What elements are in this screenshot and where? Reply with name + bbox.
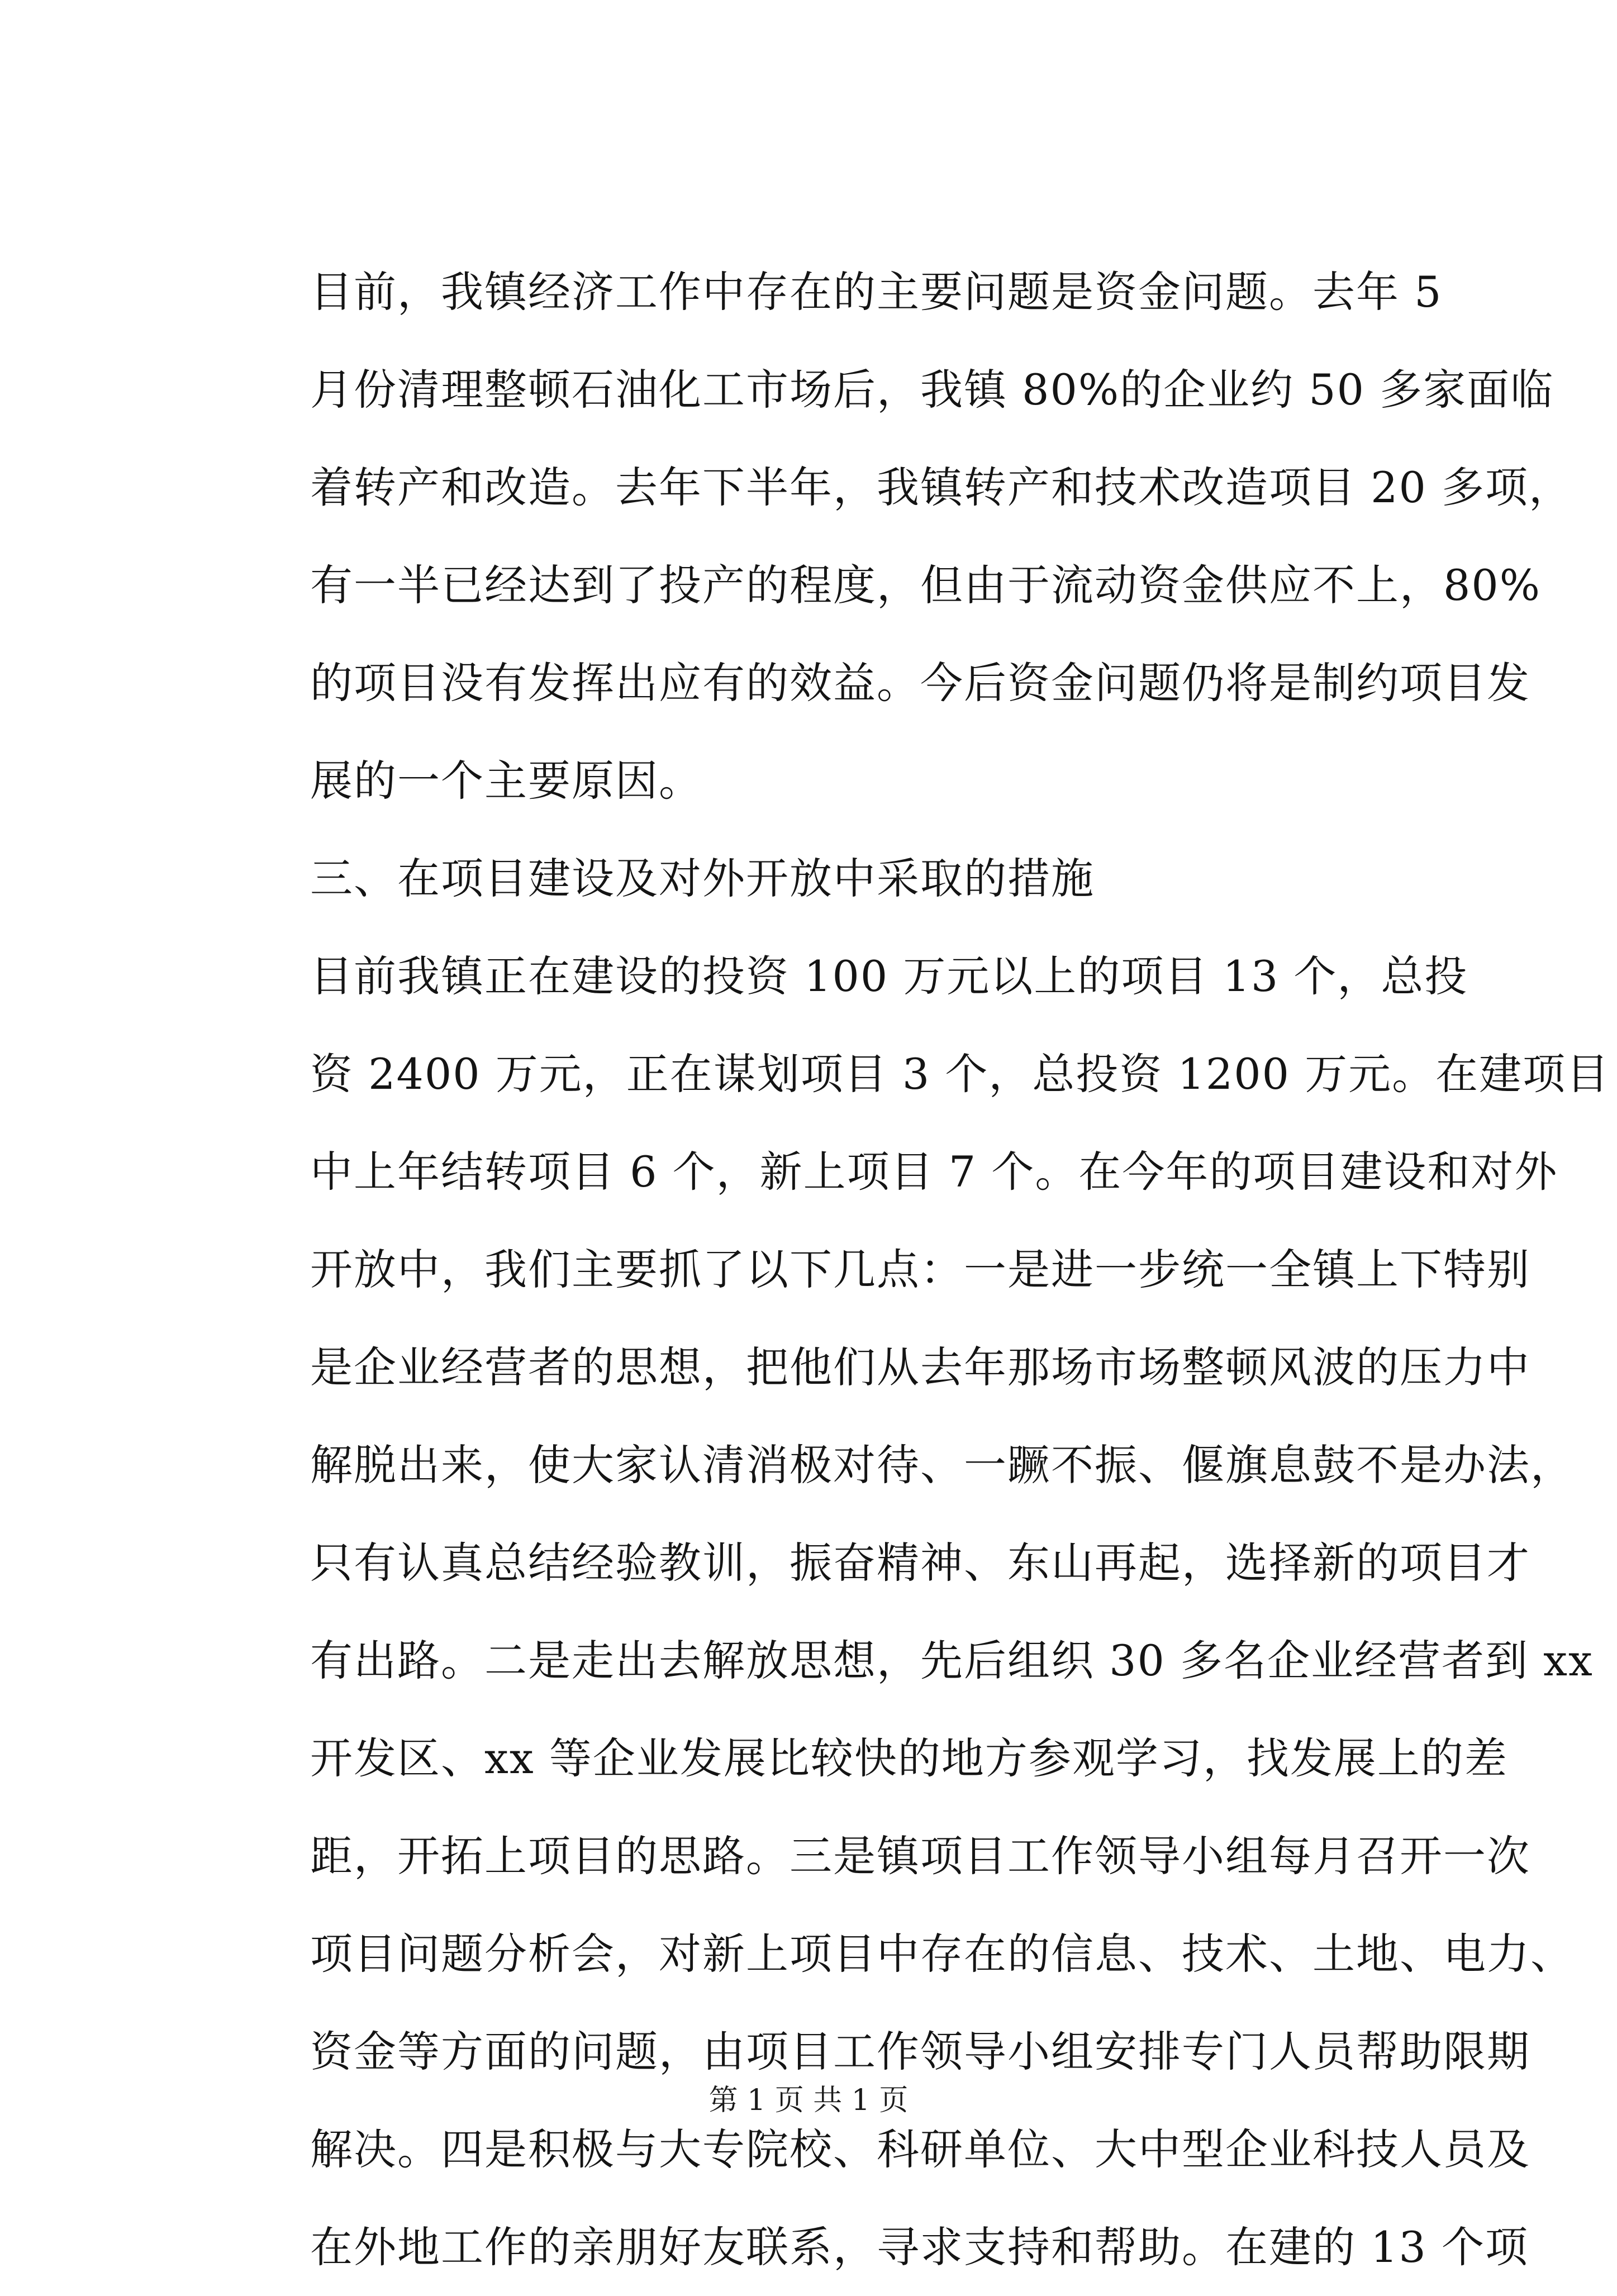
text-line: 中上年结转项目 6 个，新上项目 7 个。在今年的项目建设和对外 (310, 1147, 1558, 1197)
text-line: 开发区、xx 等企业发展比较快的地方参观学习，找发展上的差 (310, 1733, 1508, 1783)
text-line: 解决。四是积极与大专院校、科研单位、大中型企业科技人员及 (310, 2124, 1530, 2174)
text-line: 是企业经营者的思想，把他们从去年那场市场整顿风波的压力中 (310, 1342, 1530, 1392)
text-line: 只有认真总结经验教训，振奋精神、东山再起，选择新的项目才 (310, 1538, 1530, 1588)
text-line: 着转产和改造。去年下半年，我镇转产和技术改造项目 20 多项， (310, 463, 1573, 512)
text-line: 月份清理整顿石油化工市场后，我镇 80%的企业约 50 多家面临 (310, 365, 1554, 415)
document-body (310, 243, 1610, 2296)
text-line: 在外地工作的亲朋好友联系，寻求支持和帮助。在建的 13 个项 (310, 2222, 1529, 2272)
text-line: 资金等方面的问题，由项目工作领导小组安排专门人员帮助限期 (310, 2027, 1530, 2076)
text-line-content: 目前，我镇经济工作中存在的主要问题是资金问题。去年 5 (310, 267, 1443, 317)
text-line: 解脱出来，使大家认清消极对待、一蹶不振、偃旗息鼓不是办法， (310, 1440, 1574, 1490)
page-footer: 第 1 页 共 1 页 (708, 2084, 909, 2117)
text-line: 项目问题分析会，对新上项目中存在的信息、技术、土地、电力、 (310, 1929, 1574, 1979)
text-line (310, 243, 1443, 341)
text-line: 开放中，我们主要抓了以下几点：一是进一步统一全镇上下特别 (310, 1245, 1530, 1294)
text-line: 展的一个主要原因。 (310, 756, 702, 806)
text-line: 有一半已经达到了投产的程度，但由于流动资金供应不上，80% (310, 560, 1541, 610)
text-line: 目前我镇正在建设的投资 100 万元以上的项目 13 个，总投 (310, 951, 1468, 1001)
section-heading: 三、在项目建设及对外开放中采取的措施 (310, 854, 1095, 903)
text-line: 资 2400 万元，正在谋划项目 3 个，总投资 1200 万元。在建项目 (310, 1049, 1610, 1099)
text-line: 的项目没有发挥出应有的效益。今后资金问题仍将是制约项目发 (310, 658, 1530, 708)
text-line: 距，开拓上项目的思路。三是镇项目工作领导小组每月召开一次 (310, 1831, 1530, 1881)
text-line: 有出路。二是走出去解放思想，先后组织 30 多名企业经营者到 xx (310, 1636, 1594, 1685)
